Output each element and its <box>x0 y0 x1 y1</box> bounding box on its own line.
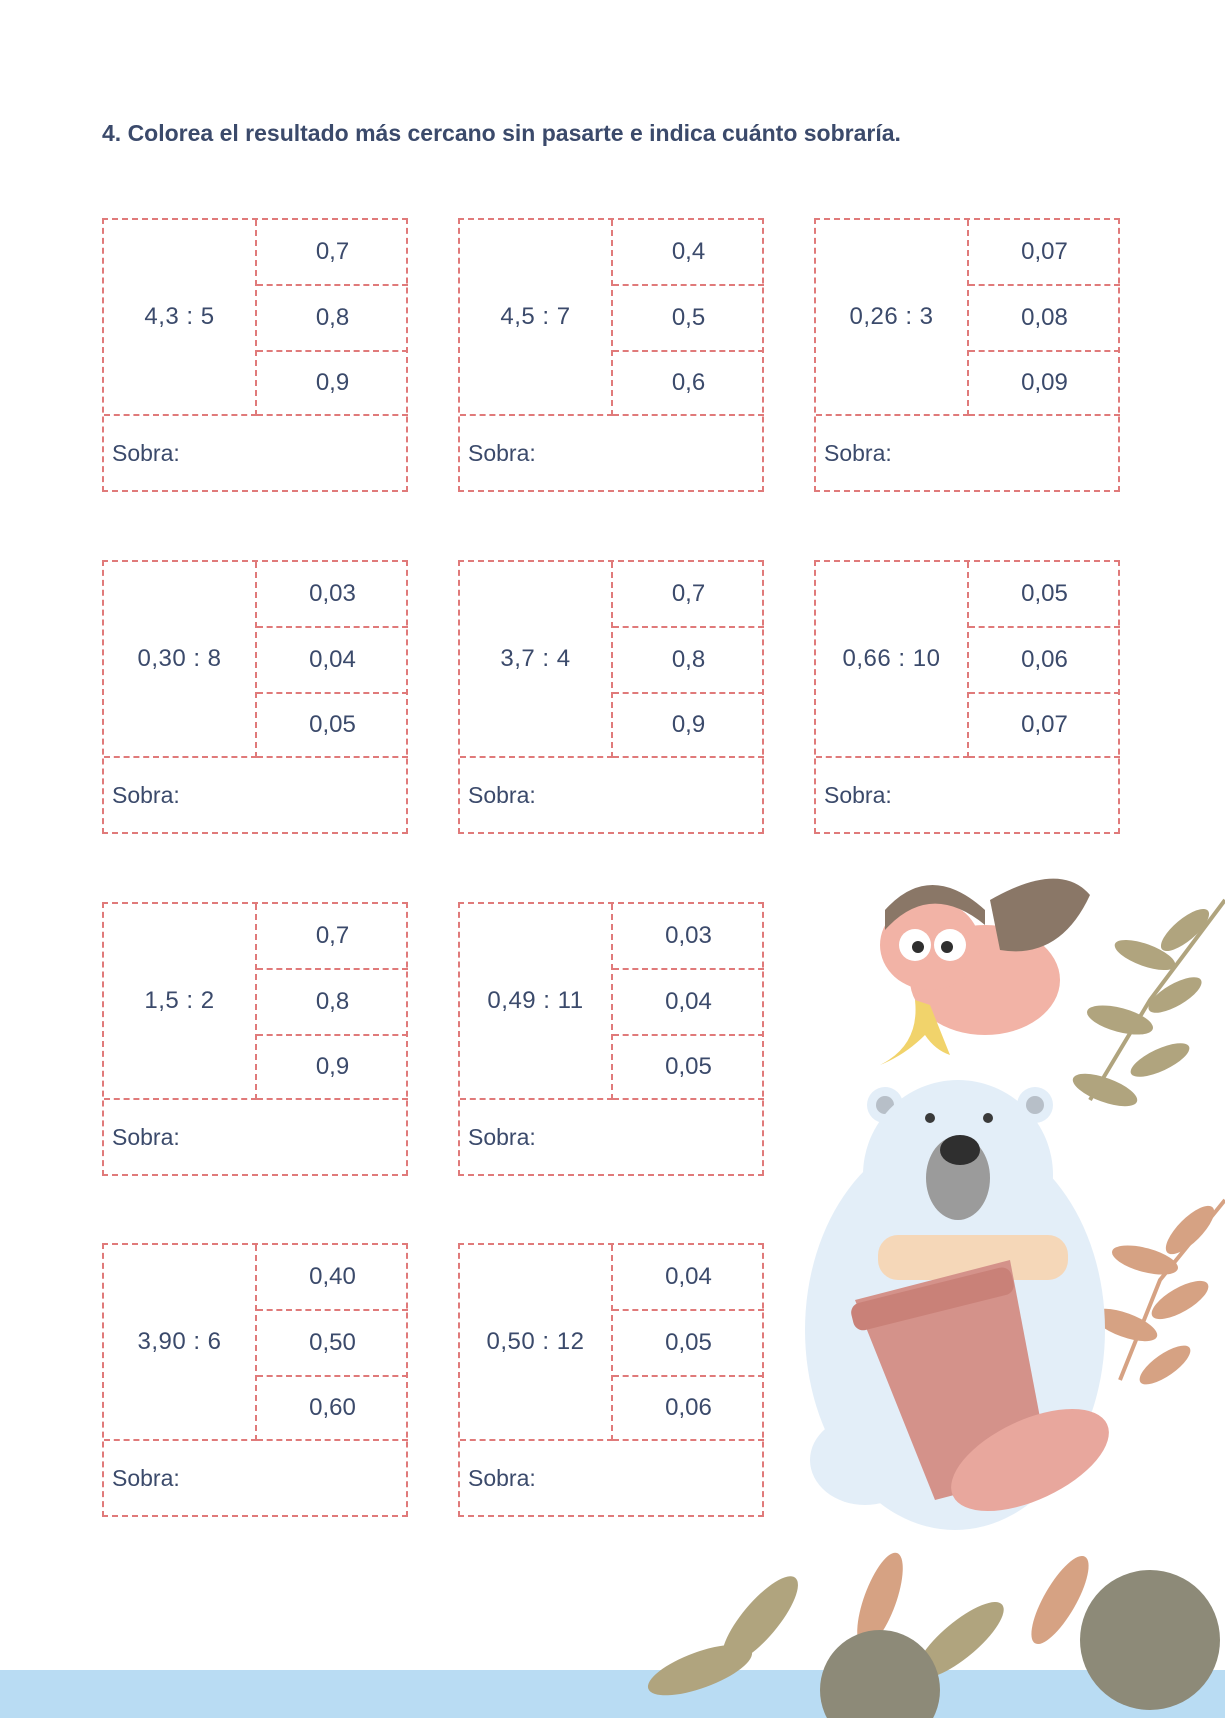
answer-option[interactable]: 0,60 <box>257 1377 408 1441</box>
division-expression: 0,26 : 3 <box>816 220 969 416</box>
answer-option[interactable]: 0,03 <box>257 562 408 628</box>
exercise-card <box>102 218 408 492</box>
division-expression: 4,3 : 5 <box>104 220 257 416</box>
division-expression: 0,66 : 10 <box>816 562 969 758</box>
remainder-field[interactable]: Sobra: <box>824 781 892 808</box>
answer-option[interactable]: 0,03 <box>613 904 764 970</box>
exercise-title: 4. Colorea el resultado más cercano sin pasarte e indica cuánto sobraría. <box>102 120 901 146</box>
answer-option[interactable]: 0,6 <box>613 352 764 416</box>
answer-option[interactable]: 0,9 <box>613 694 764 758</box>
exercise-card <box>102 1243 408 1517</box>
division-expression: 4,5 : 7 <box>460 220 613 416</box>
answer-option[interactable]: 0,8 <box>613 628 764 694</box>
division-expression: 0,50 : 12 <box>460 1245 613 1441</box>
exercise-card <box>814 560 1120 834</box>
exercise-card <box>458 560 764 834</box>
exercise-card <box>102 902 408 1176</box>
remainder-field[interactable]: Sobra: <box>468 1123 536 1150</box>
division-expression: 3,7 : 4 <box>460 562 613 758</box>
answer-option[interactable]: 0,07 <box>969 694 1120 758</box>
remainder-field[interactable]: Sobra: <box>112 1123 180 1150</box>
exercise-card <box>458 218 764 492</box>
division-expression: 0,49 : 11 <box>460 904 613 1100</box>
answer-option[interactable]: 0,8 <box>257 970 408 1036</box>
answer-option[interactable]: 0,04 <box>257 628 408 694</box>
remainder-field[interactable]: Sobra: <box>112 1464 180 1491</box>
owl-icon <box>880 879 1090 1035</box>
remainder-field[interactable]: Sobra: <box>468 1464 536 1491</box>
answer-option[interactable]: 0,07 <box>969 220 1120 286</box>
answer-option[interactable]: 0,05 <box>613 1036 764 1100</box>
exercise-card <box>102 560 408 834</box>
answer-option[interactable]: 0,7 <box>257 904 408 970</box>
answer-option[interactable]: 0,09 <box>969 352 1120 416</box>
division-expression: 0,30 : 8 <box>104 562 257 758</box>
answer-option[interactable]: 0,40 <box>257 1245 408 1311</box>
division-expression: 3,90 : 6 <box>104 1245 257 1441</box>
answer-option[interactable]: 0,7 <box>257 220 408 286</box>
answer-option[interactable]: 0,08 <box>969 286 1120 352</box>
illustration <box>640 860 1225 1718</box>
answer-option[interactable]: 0,06 <box>969 628 1120 694</box>
remainder-field[interactable]: Sobra: <box>112 439 180 466</box>
answer-option[interactable]: 0,7 <box>613 562 764 628</box>
division-expression: 1,5 : 2 <box>104 904 257 1100</box>
answer-option[interactable]: 0,8 <box>257 286 408 352</box>
remainder-field[interactable]: Sobra: <box>468 781 536 808</box>
remainder-field[interactable]: Sobra: <box>468 439 536 466</box>
remainder-field[interactable]: Sobra: <box>824 439 892 466</box>
answer-option[interactable]: 0,9 <box>257 352 408 416</box>
answer-option[interactable]: 0,04 <box>613 1245 764 1311</box>
answer-option[interactable]: 0,05 <box>257 694 408 758</box>
answer-option[interactable]: 0,4 <box>613 220 764 286</box>
remainder-field[interactable]: Sobra: <box>112 781 180 808</box>
answer-option[interactable]: 0,06 <box>613 1377 764 1441</box>
answer-option[interactable]: 0,5 <box>613 286 764 352</box>
answer-option[interactable]: 0,04 <box>613 970 764 1036</box>
exercise-card <box>814 218 1120 492</box>
answer-option[interactable]: 0,50 <box>257 1311 408 1377</box>
answer-option[interactable]: 0,05 <box>969 562 1120 628</box>
answer-option[interactable]: 0,9 <box>257 1036 408 1100</box>
answer-option[interactable]: 0,05 <box>613 1311 764 1377</box>
